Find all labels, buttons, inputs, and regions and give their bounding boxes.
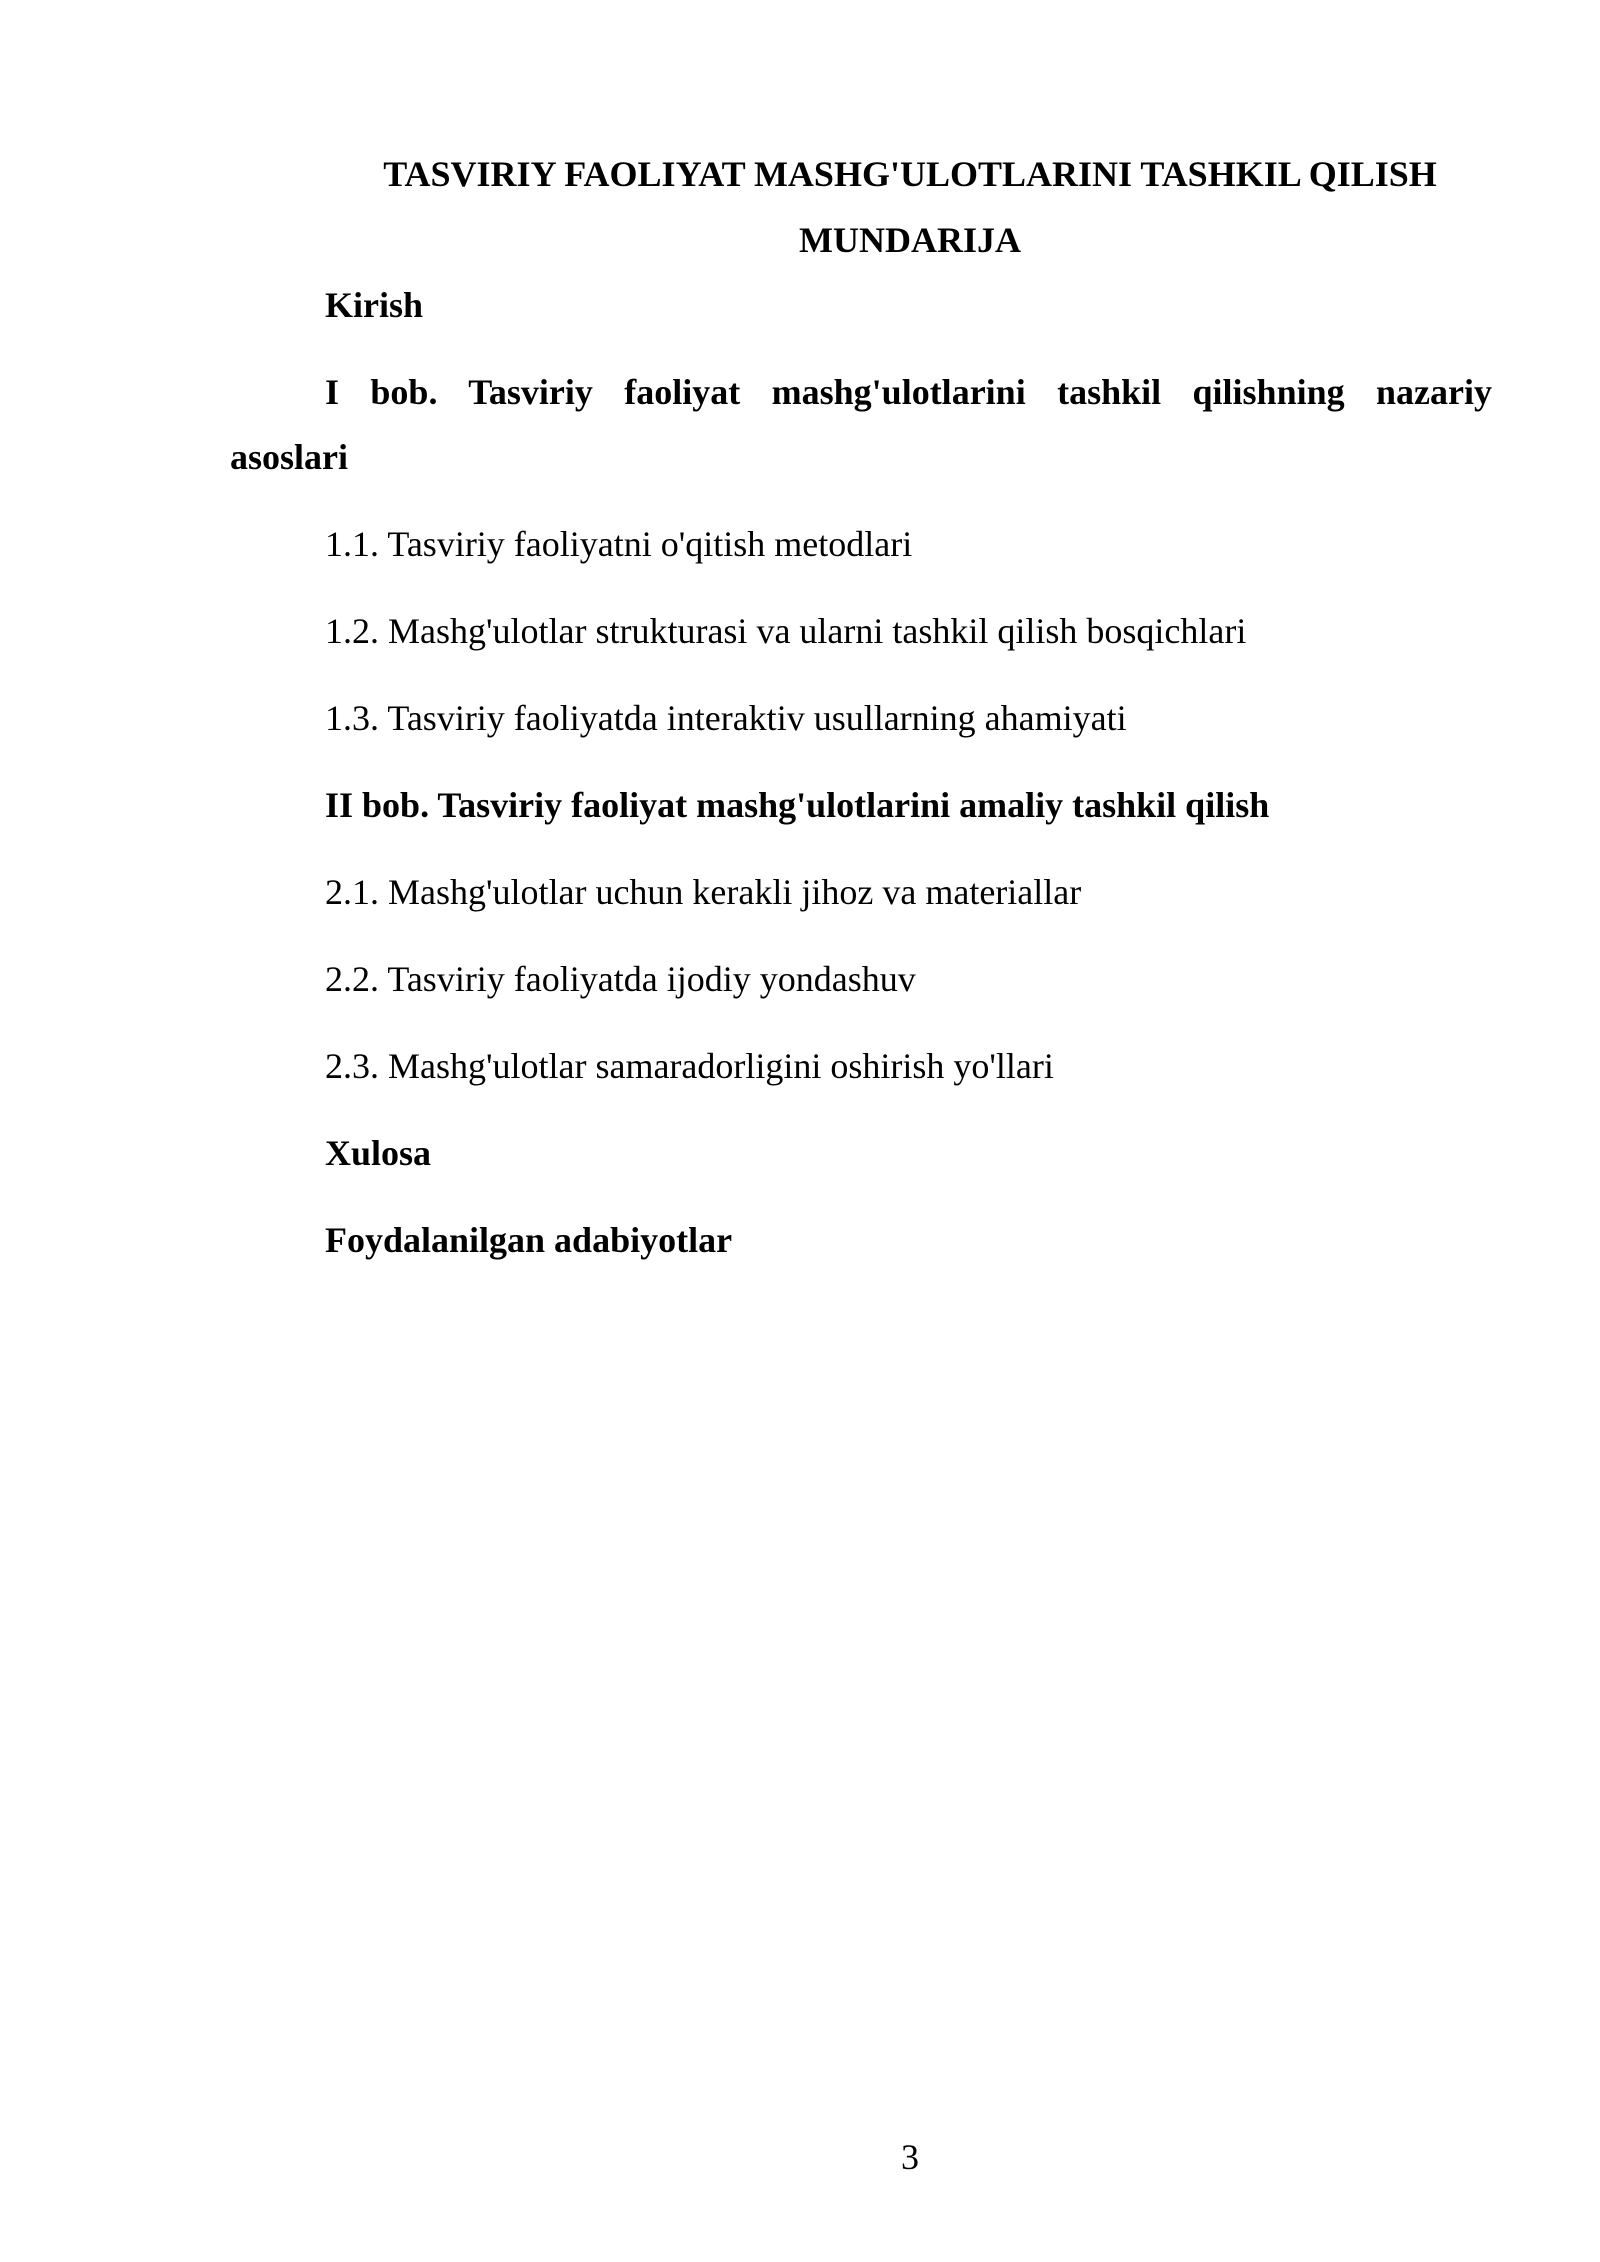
toc-entry-section-2-3: 2.3. Mashg'ulotlar samaradorligini oshirish yo'llari (325, 1046, 1054, 1086)
toc-entry-section-2-2: 2.2. Tasviriy faoliyatda ijodiy yondashuv (325, 959, 916, 999)
toc-entry-conclusion: Xulosa (325, 1133, 432, 1173)
toc-heading: MUNDARIJA (799, 220, 1021, 260)
toc-entry-references: Foydalanilgan adabiyotlar (325, 1220, 733, 1260)
toc-entry-chapter-2: II bob. Tasviriy faoliyat mashg'ulotlarini amaliy tashkil qilish (325, 785, 1270, 825)
toc-entry-chapter-1-line1: I bob. Tasviriy faoliyat mashg'ulotlarini tashkil qilishning nazariy (325, 372, 1492, 412)
toc-entry-intro: Kirish (325, 285, 424, 325)
toc-entry-section-2-1: 2.1. Mashg'ulotlar uchun kerakli jihoz va materiallar (325, 872, 1082, 912)
toc-entry-section-1-3: 1.3. Tasviriy faoliyatda interaktiv usullarning ahamiyati (325, 698, 1127, 738)
toc-entry-section-1-1: 1.1. Tasviriy faoliyatni o'qitish metodlari (325, 524, 913, 564)
page-number: 3 (901, 2137, 919, 2177)
toc-entry-chapter-1-line2: asoslari (230, 437, 349, 477)
document-title: TASVIRIY FAOLIYAT MASHG'ULOTLARINI TASHKIL QILISH (383, 154, 1437, 194)
toc-entry-chapter-1 (230, 370, 1492, 479)
toc-entry-section-1-2: 1.2. Mashg'ulotlar strukturasi va ularni tashkil qilish bosqichlari (325, 611, 1247, 651)
